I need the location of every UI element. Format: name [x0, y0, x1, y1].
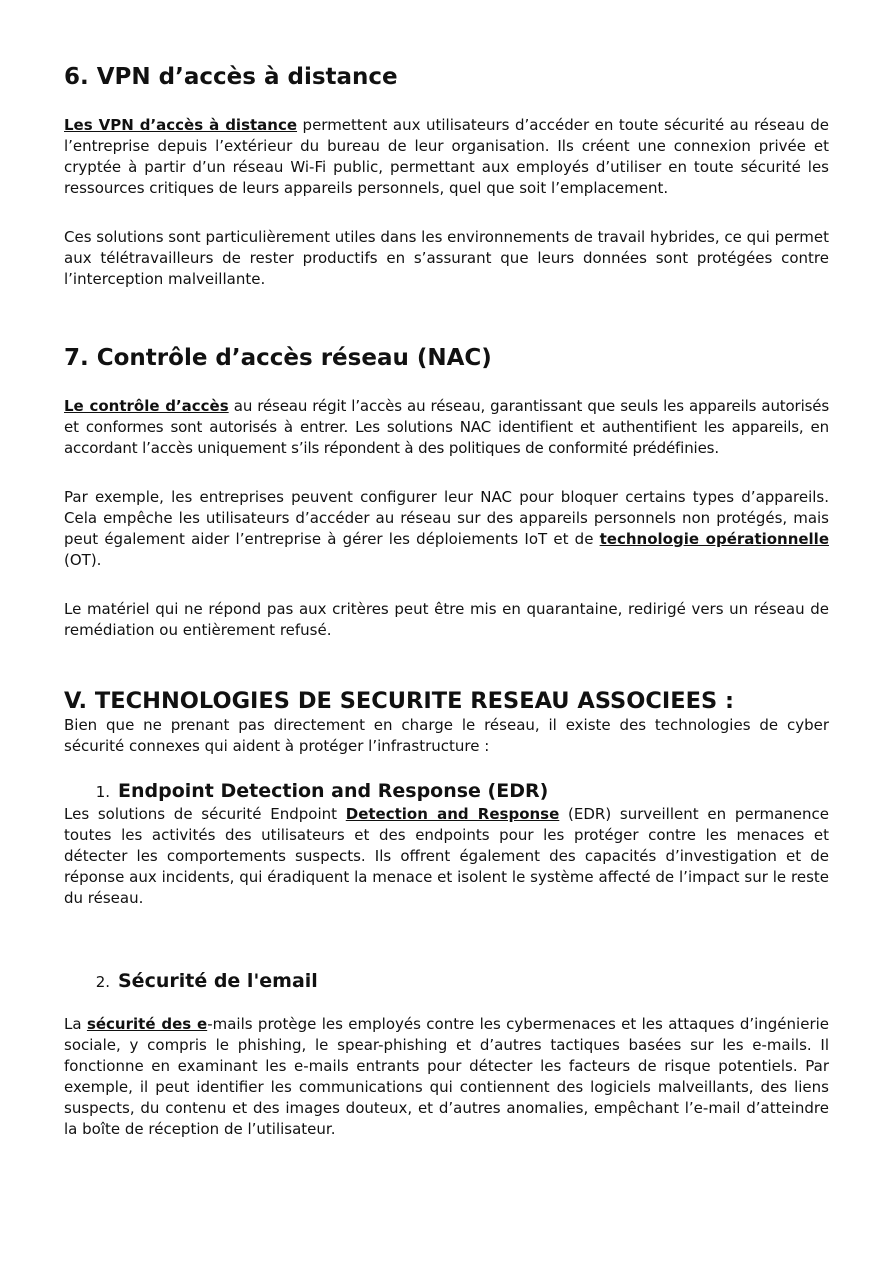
list-item-1-heading: [64, 779, 829, 804]
section-7-paragraph-2-end: (OT).: [64, 551, 102, 569]
list-item-2-heading: [64, 969, 829, 994]
section-7-paragraph-1: [64, 396, 829, 459]
list-item-1-paragraph: [64, 804, 829, 909]
section-6-paragraph-1: [64, 115, 829, 199]
section-6-heading: 6. VPN d’accès à distance: [64, 64, 398, 90]
section-7-paragraph-2: [64, 487, 829, 571]
section-6-paragraph-1-text: permettent aux utilisateurs d’accéder en toute sécurité au réseau de l’entreprise depuis l’extérieur du bureau de leur organisation. Ils créent une connexion privée et cryptée à partir d’un réseau Wi-Fi public, permettant aux employés d’utiliser en toute sécurité les ressources critiques de leurs appareils personnels, quel que soit l’emplacement.: [64, 116, 830, 197]
email-security-link[interactable]: sécurité des e: [86, 1015, 208, 1033]
section-7-heading: 7. Contrôle d’accès réseau (NAC): [64, 345, 492, 371]
vpn-access-link[interactable]: Les VPN d’accès à distance: [64, 116, 298, 134]
document-page: [64, 62, 829, 1140]
section-7-paragraph-3: Le matériel qui ne répond pas aux critères peut être mis en quarantaine, redirigé vers un réseau de remédiation ou entièrement refusé.: [64, 600, 829, 639]
list-item-2-text-end: -mails protège les employés contre les cybermenaces et les attaques d’ingénierie sociale, y compris le phishing, le spear-phishing et d’autres tactiques basées sur les e-mails. Il fonctionne en examinant les e-mails entrants pour détecter les facteurs de risque potentiels. Par exemple, il peut identifier les communications qui contiennent des logiciels malveillants, des liens suspects, du contenu et des images douteux, et d’autres anomalies, empêchant l’e-mail d’atteindre la boîte de réception de l’utilisateur.: [64, 1015, 830, 1138]
edr-link[interactable]: Detection and Response: [345, 805, 560, 823]
list-item-1-text-start: Les solutions de sécurité Endpoint: [64, 805, 346, 823]
operational-technology-link[interactable]: technologie opérationnelle: [599, 530, 830, 548]
list-item-2-paragraph: [64, 1014, 829, 1140]
list-item-2-title: Sécurité de l'email: [118, 970, 318, 992]
section-7-paragraph-1-text: au réseau régit l’accès au réseau, garantissant que seuls les appareils autorisés et conformes sont autorisés à entrer. Les solutions NAC identifient et authentifient les appareils, en accordant l’accès uniquement s’ils répondent à des politiques de conformité prédéfinies.: [64, 397, 829, 457]
section-v-heading: V. TECHNOLOGIES DE SECURITE RESEAU ASSOCIEES :: [64, 688, 735, 714]
access-control-link[interactable]: Le contrôle d’accès: [64, 397, 229, 415]
section-6-paragraph-2: Ces solutions sont particulièrement utiles dans les environnements de travail hybrides, ce qui permet aux télétravailleurs de rester productifs en s’assurant que leurs données sont protégées contre l’interception malveillante.: [64, 228, 829, 288]
section-7-paragraph-2-text: Par exemple, les entreprises peuvent configurer leur NAC pour bloquer certains types d’appareils. Cela empêche les utilisateurs d’accéder au réseau sur des appareils personnels non protégés, mais peut également aider l’entreprise à gérer les déploiements IoT et de: [64, 488, 829, 548]
list-item-1-title: Endpoint Detection and Response (EDR): [118, 780, 549, 802]
list-item-1-text-end: (EDR) surveillent en permanence toutes les activités des utilisateurs et des endpoints pour les protéger contre les menaces et détecter les comportements suspects. Ils offrent également des capacités d’investigation et de réponse aux incidents, qui éradiquent la menace et isolent le système affecté de l’impact sur le reste du réseau.: [64, 805, 829, 907]
section-v-intro: Bien que ne prenant pas directement en charge le réseau, il existe des technologies de cyber sécurité connexes qui aident à protéger l’infrastructure :: [64, 716, 829, 755]
list-item-1-number: 1.: [95, 783, 110, 801]
list-item-2-text-start: La: [64, 1015, 87, 1033]
list-item-2-number: 2.: [95, 973, 110, 991]
